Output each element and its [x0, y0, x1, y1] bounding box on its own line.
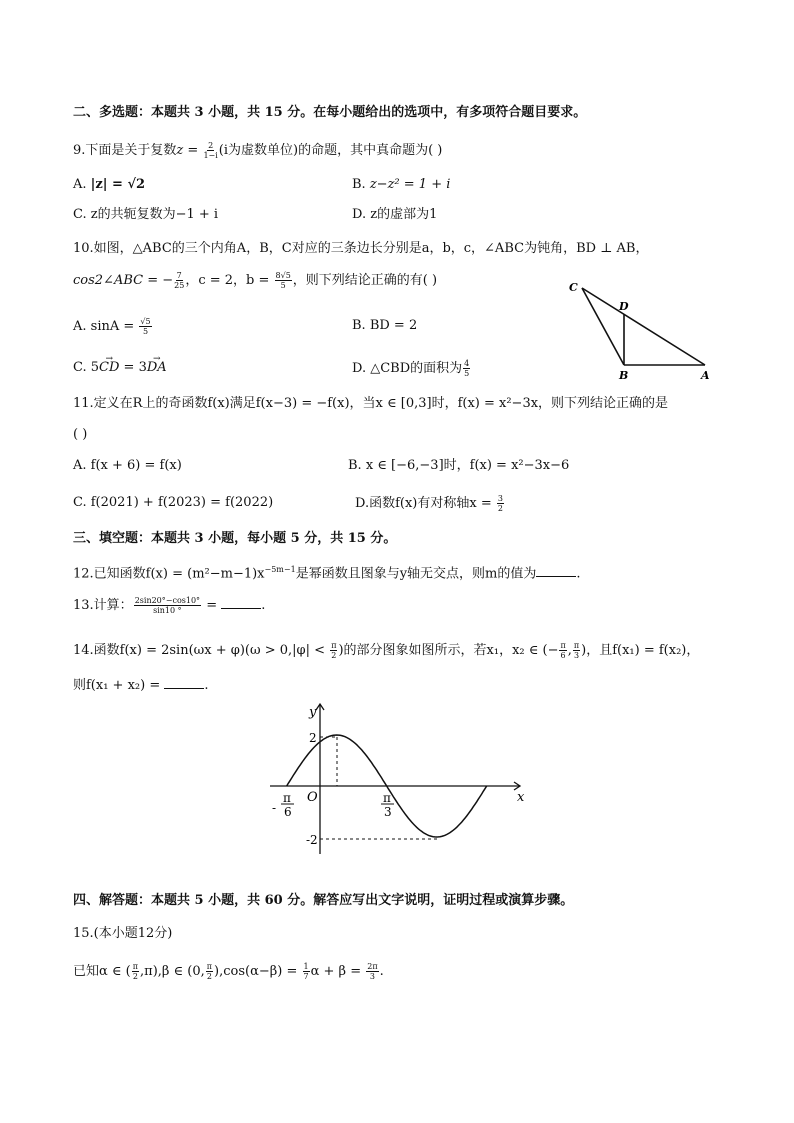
q12-post: 是幂函数且图象与y轴无交点，则m的值为 [295, 566, 537, 582]
q15-pre: 已知α ∈ ( [73, 964, 131, 979]
q9-option-a-text: |z| = √2 [90, 177, 146, 192]
q14-frac-phi [330, 641, 337, 660]
label-c: C [569, 281, 578, 294]
q14-pre: 14.函数f(x) = 2sin(ωx + φ)(ω > 0,|φ| < [73, 643, 330, 658]
q13-answer-blank[interactable] [221, 596, 261, 609]
q14-frac-left-den: 6 [560, 651, 566, 660]
side-cb [582, 288, 624, 365]
q10-vector-cd: → CD [99, 359, 119, 377]
q15-frac-1 [132, 962, 139, 981]
q9-option-d-label: D. [352, 207, 371, 222]
q14-frac-right-den: 3 [573, 651, 580, 660]
q10-frac-2-num: 8√5 [275, 271, 291, 280]
tick-label-pi-right: π [383, 791, 391, 805]
q14-end: . [204, 678, 209, 693]
q11-option-b: B. x ∈ [−6,−3]时，f(x) = x²−3x−6 [348, 458, 570, 473]
q9-eq: = [183, 143, 203, 158]
q9-option-b [352, 176, 450, 194]
q9-frac-den: 1−i [203, 151, 218, 160]
q14-mid: )的部分图象如图所示，若x₁，x₂ ∈ (− [338, 643, 559, 658]
origin-label: O [307, 790, 318, 805]
q10-frac-2 [275, 271, 292, 290]
q15-frac-1-den: 2 [132, 972, 138, 981]
q10-frac-2-den: 5 [280, 281, 286, 290]
q15-frac-1-num: π [132, 962, 139, 971]
question-12 [73, 561, 581, 583]
q9-option-d [352, 206, 437, 224]
q9-fraction [203, 141, 217, 160]
q11-option-a: A. f(x + 6) = f(x) [73, 458, 182, 473]
q11-option-d-num: 3 [497, 494, 503, 503]
q10-sides: ，c = 2，b = [185, 273, 274, 288]
q12-answer-blank[interactable] [536, 564, 576, 577]
q14-comma: , [567, 643, 572, 658]
q10-option-c-pre: C. 5 [73, 360, 100, 375]
q11-option-d-den: 2 [497, 504, 503, 513]
q15-m2: ),cos(α−β) = [214, 964, 302, 979]
tick-label-3: 3 [384, 805, 392, 819]
q10-option-d-frac [463, 359, 470, 378]
q15-end: . [379, 964, 384, 979]
q9-option-c-text: z的共轭复数为−1 + i [90, 207, 219, 222]
q9-option-b-text: z−z² = 1 + i [369, 177, 451, 192]
q15-frac-2-num: π [206, 962, 213, 971]
q10-frac-1 [174, 271, 184, 290]
q13-pre: 13.计算： [73, 598, 133, 613]
q14-frac-phi-num: π [331, 641, 337, 650]
label-d: D [619, 300, 629, 313]
q14-line2-text: 则f(x₁ + x₂) = [73, 678, 165, 693]
q9-frac-num: 2 [208, 141, 214, 150]
q9-option-d-text: z的虚部为1 [370, 207, 438, 222]
x-axis-label: x [517, 790, 525, 805]
q10-option-c-mid: = 3 [119, 360, 147, 375]
q13-fraction [134, 596, 201, 615]
q15-frac-2 [206, 962, 213, 981]
y-axis-label: y [309, 705, 317, 720]
tick-label-minus2: -2 [306, 833, 318, 847]
q14-post: )，且f(x₁) = f(x₂)， [581, 643, 700, 658]
q13-eq: = [202, 598, 222, 613]
q9-option-b-label: B. [352, 177, 370, 192]
q12-end: . [576, 566, 581, 582]
side-ca [582, 288, 705, 365]
q10-cos-expr: cos2∠ABC = − [73, 273, 174, 288]
q10-frac-1-num: 7 [176, 271, 182, 280]
q12-pre: 12.已知函数f(x) = (m²−m−1)x [73, 566, 265, 582]
q14-frac-right-num: π [573, 641, 580, 650]
question-11-stem-line1: 11.定义在R上的奇函数f(x)满足f(x−3) = −f(x)，当x ∈ [0,3]时，f(x) = x²−3x，则下列结论正确的是 [73, 396, 669, 411]
q11-option-d-frac [497, 494, 504, 513]
q15-frac-2-den: 2 [206, 972, 212, 981]
label-b: B [619, 369, 629, 382]
q13-end: . [261, 598, 266, 613]
q14-frac-phi-den: 2 [331, 651, 337, 660]
q14-frac-left-num: π [560, 641, 566, 650]
q10-option-a-frac [139, 317, 151, 336]
q14-frac-right [573, 641, 580, 660]
tick-label-pi-left: π [283, 791, 291, 805]
q15-frac-4-num: 2π [367, 962, 378, 971]
tick-label-6: 6 [284, 805, 292, 819]
q10-option-a-num: √5 [140, 317, 151, 326]
q11-option-d-text: D.函数f(x)有对称轴x = [355, 496, 496, 511]
question-14-line2 [73, 676, 209, 695]
q15-frac-4-den: 3 [369, 972, 375, 981]
question-9-stem [73, 141, 442, 160]
q10-option-a-den: 5 [142, 327, 149, 336]
q10-option-c [73, 359, 167, 377]
q10-tail: ，则下列结论正确的有( ) [292, 273, 438, 288]
q13-frac-den: sin10 ° [153, 606, 182, 615]
question-13 [73, 596, 265, 615]
question-15-title: 15.(本小题12分) [73, 926, 173, 941]
triangle-figure [560, 278, 720, 388]
q9-z: z [176, 143, 184, 158]
q10-option-d-num: 4 [464, 359, 470, 368]
q15-m3: α + β = [310, 964, 366, 979]
q13-frac-num: 2sin20°−cos10° [134, 596, 201, 605]
q15-frac-4 [366, 962, 378, 981]
q10-option-a [73, 317, 153, 336]
section-header-solutions: 四、解答题：本题共 5 小题，共 60 分。解答应写出文字说明，证明过程或演算步骤。 [73, 893, 574, 908]
q12-exponent: −5m−1 [264, 565, 296, 574]
q11-option-d [355, 494, 505, 513]
sine-graph [262, 700, 532, 860]
q15-frac-3-den: 7 [303, 972, 309, 981]
q9-option-c [73, 206, 218, 224]
question-15-stem [73, 962, 384, 981]
q9-option-a-label: A. [73, 177, 91, 192]
q10-vector-da: → DA [147, 359, 167, 377]
q10-option-d [352, 359, 471, 378]
q15-m1: ,π),β ∈ (0, [140, 964, 205, 979]
triangle-lines [582, 288, 705, 365]
q9-option-a [73, 176, 145, 194]
question-10-stem-line1: 10.如图，△ABC的三个内角A，B，C对应的三条边长分别是a，b，c，∠ABC为钝角，BD ⊥ AB， [73, 241, 649, 256]
q10-frac-1-den: 25 [174, 281, 185, 290]
tick-label-minus-sign: - [272, 801, 277, 815]
section-header-multi-choice: 二、多选题：本题共 3 小题，共 15 分。在每小题给出的选项中，有多项符合题目要求。 [73, 105, 587, 120]
q9-option-c-label: C. [73, 207, 91, 222]
tick-label-2: 2 [309, 731, 317, 745]
q10-option-d-den: 5 [464, 369, 470, 378]
q15-frac-3 [303, 962, 310, 981]
q10-option-b: B. BD = 2 [352, 318, 418, 333]
q9-tail: (i为虚数单位)的命题，其中真命题为( ) [218, 143, 443, 158]
q15-frac-3-num: 1 [303, 962, 309, 971]
question-10-stem-line2 [73, 271, 437, 290]
question-14-line1 [73, 641, 699, 660]
q11-option-c: C. f(2021) + f(2023) = f(2022) [73, 495, 274, 510]
q14-frac-left [559, 641, 566, 660]
section-header-fill-in: 三、填空题：本题共 3 小题，每小题 5 分，共 15 分。 [73, 531, 397, 546]
q14-answer-blank[interactable] [164, 676, 204, 689]
label-a: A [701, 369, 710, 382]
q10-option-a-text: A. sinA = [73, 319, 139, 334]
q9-lead: 9.下面是关于复数 [73, 143, 177, 158]
q10-option-d-text: D. △CBD的面积为 [352, 361, 463, 376]
question-11-stem-line2: ( ) [73, 427, 88, 442]
